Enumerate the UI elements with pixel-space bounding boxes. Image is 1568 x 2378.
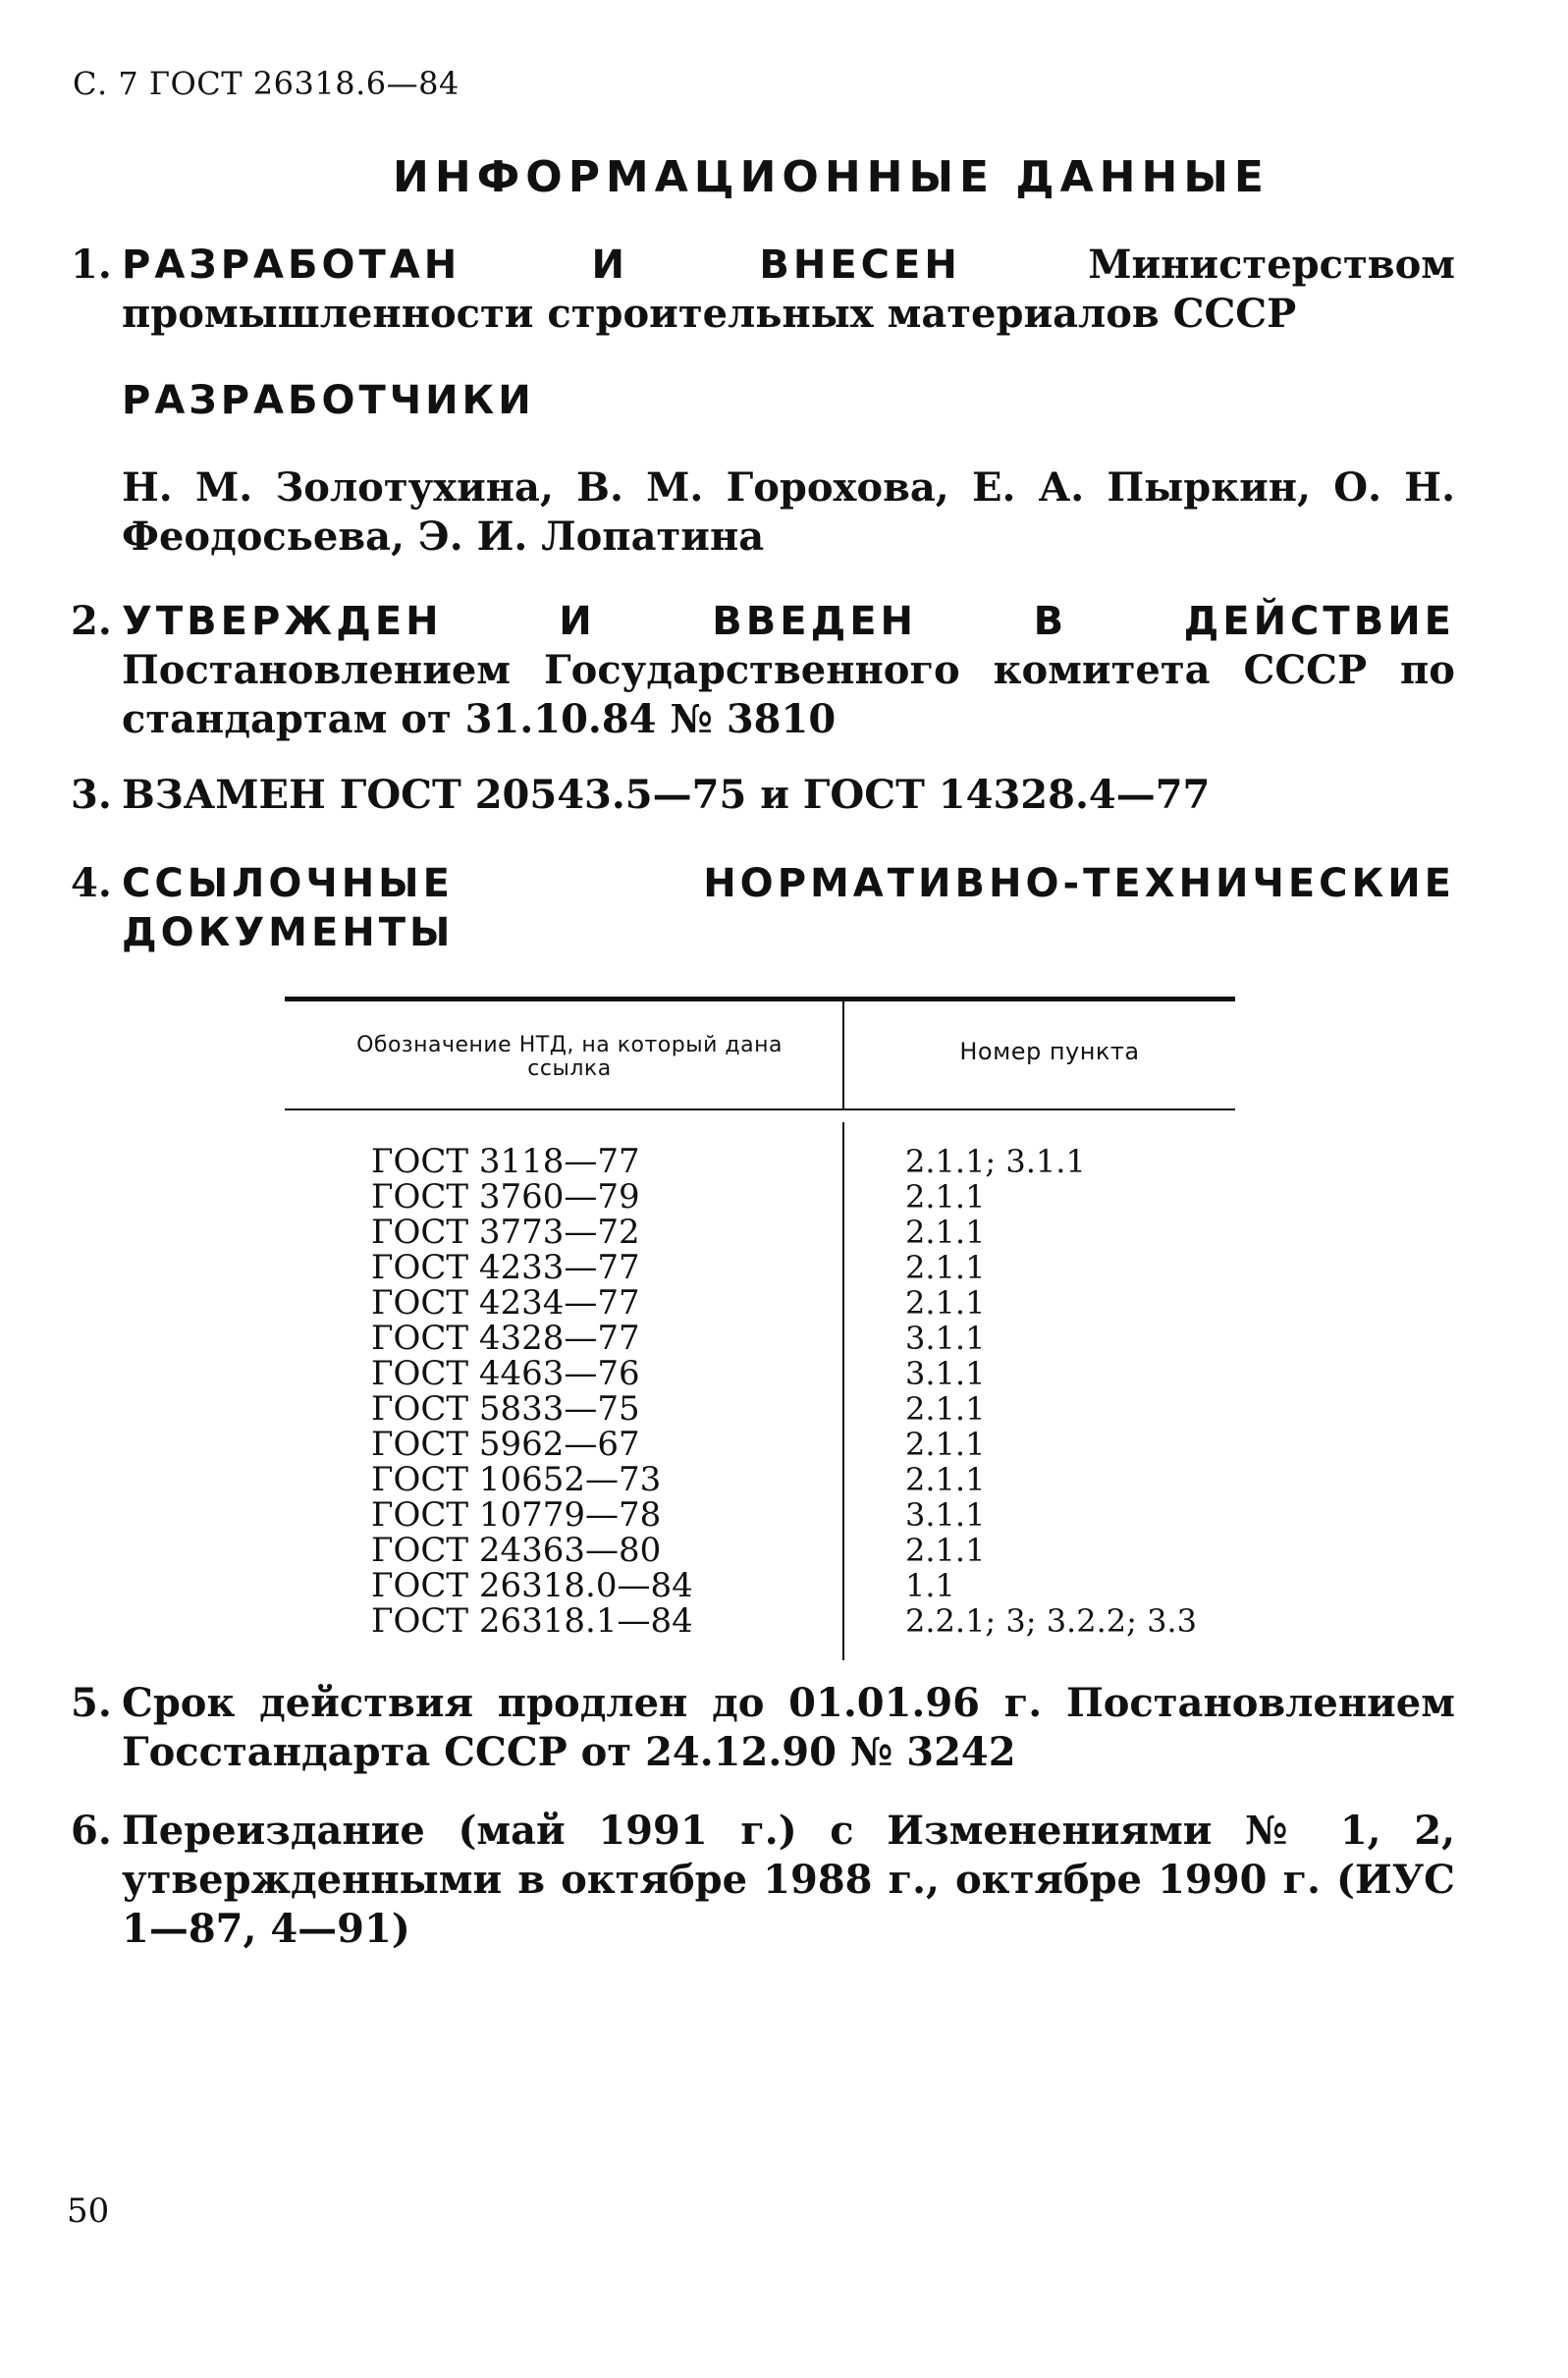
- item-number: 2.: [71, 598, 112, 644]
- info-item-6: [71, 1807, 1455, 1954]
- table-column-divider: [842, 1001, 844, 1108]
- developers-label: РАЗРАБОТЧИКИ: [122, 378, 535, 423]
- table-cell-clause: 2.2.1; 3; 3.2.2; 3.3: [905, 1602, 1197, 1640]
- item-heading: УТВЕРЖДЕН И ВВЕДЕН В ДЕЙСТВИЕ: [122, 599, 1455, 644]
- info-item-1: [71, 241, 1455, 339]
- table-cell-document: ГОСТ 26318.0—84: [371, 1566, 693, 1605]
- table-column-divider: [842, 1122, 844, 1660]
- document-column: [371, 1144, 693, 1639]
- table-cell-clause: 2.1.1: [905, 1249, 986, 1286]
- item-number: 1.: [71, 242, 112, 288]
- table-cell-clause: 1.1: [905, 1567, 955, 1604]
- table-cell-clause: 2.1.1: [905, 1390, 986, 1428]
- item-number: 6.: [71, 1808, 112, 1854]
- table-cell-document: ГОСТ 24363—80: [371, 1531, 662, 1570]
- table-cell-clause: 2.1.1: [905, 1284, 986, 1322]
- table-cell-document: ГОСТ 4328—77: [371, 1319, 640, 1358]
- table-cell-clause: 2.1.1; 3.1.1: [905, 1143, 1086, 1180]
- page-title: ИНФОРМАЦИОННЫЕ ДАННЫЕ: [393, 152, 1270, 202]
- table-cell-document: ГОСТ 4234—77: [371, 1283, 640, 1323]
- item-text: ВЗАМЕН ГОСТ 20543.5—75 и ГОСТ 14328.4—77: [122, 772, 1211, 818]
- item-text: Министерством промышленности строительных материалов СССР: [122, 242, 1455, 337]
- item-text: Переиздание (май 1991 г.) с Изменениями № 1, 2, утвержденными в октябре 1988 г., октябре 1990 г. (ИУС 1—87, 4—91): [122, 1808, 1455, 1952]
- item-text: ССЫЛОЧНЫЕ НОРМАТИВНО-ТЕХНИЧЕСКИЕ ДОКУМЕНТЫ: [122, 861, 1455, 955]
- developers-list: Н. М. Золотухина, В. М. Горохова, Е. А. Пыркин, О. Н. Феодосьева, Э. И. Лопатина: [122, 464, 1455, 560]
- table-cell-clause: 2.1.1: [905, 1426, 986, 1463]
- column-header-clause: Номер пункта: [959, 1038, 1140, 1065]
- table-top-rule: [285, 997, 1235, 1001]
- info-item-2: [71, 597, 1455, 744]
- table-header-rule: [285, 1108, 1235, 1110]
- table-cell-document: ГОСТ 3760—79: [371, 1177, 640, 1216]
- item-number: 5.: [71, 1680, 112, 1726]
- table-cell-clause: 2.1.1: [905, 1461, 986, 1498]
- table-cell-document: ГОСТ 5833—75: [371, 1389, 640, 1429]
- table-cell-document: ГОСТ 4463—76: [371, 1354, 640, 1393]
- info-item-4: [71, 859, 1455, 957]
- table-cell-document: ГОСТ 4233—77: [371, 1248, 640, 1287]
- table-cell-document: ГОСТ 10779—78: [371, 1495, 662, 1535]
- table-cell-document: ГОСТ 3118—77: [371, 1142, 640, 1181]
- page-number: 50: [67, 2191, 110, 2231]
- item-number: 4.: [71, 860, 112, 906]
- table-cell-clause: 2.1.1: [905, 1214, 986, 1251]
- item-text: Постановлением Государственного комитета СССР по стандартам от 31.10.84 № 3810: [122, 647, 1455, 742]
- item-heading: РАЗРАБОТАН И ВНЕСЕН: [122, 243, 961, 288]
- running-header: С. 7 ГОСТ 26318.6—84: [73, 65, 460, 102]
- item-text: Срок действия продлен до 01.01.96 г. Постановлением Госстандарта СССР от 24.12.90 № 3242: [122, 1680, 1455, 1775]
- table-cell-document: ГОСТ 26318.1—84: [371, 1601, 693, 1641]
- table-cell-clause: 3.1.1: [905, 1320, 986, 1357]
- table-cell-clause: 2.1.1: [905, 1178, 986, 1216]
- table-cell-clause: 2.1.1: [905, 1532, 986, 1569]
- info-item-5: [71, 1679, 1455, 1777]
- table-cell-clause: 3.1.1: [905, 1496, 986, 1534]
- item-number: 3.: [71, 772, 112, 818]
- table-cell-document: ГОСТ 5962—67: [371, 1425, 640, 1464]
- table-cell-clause: 3.1.1: [905, 1355, 986, 1392]
- table-cell-document: ГОСТ 10652—73: [371, 1460, 662, 1499]
- table-cell-document: ГОСТ 3773—72: [371, 1213, 640, 1252]
- clause-column: [905, 1144, 1197, 1639]
- info-item-3: [71, 771, 1455, 820]
- column-header-document: Обозначение НТД, на который дана ссылка: [356, 1033, 783, 1081]
